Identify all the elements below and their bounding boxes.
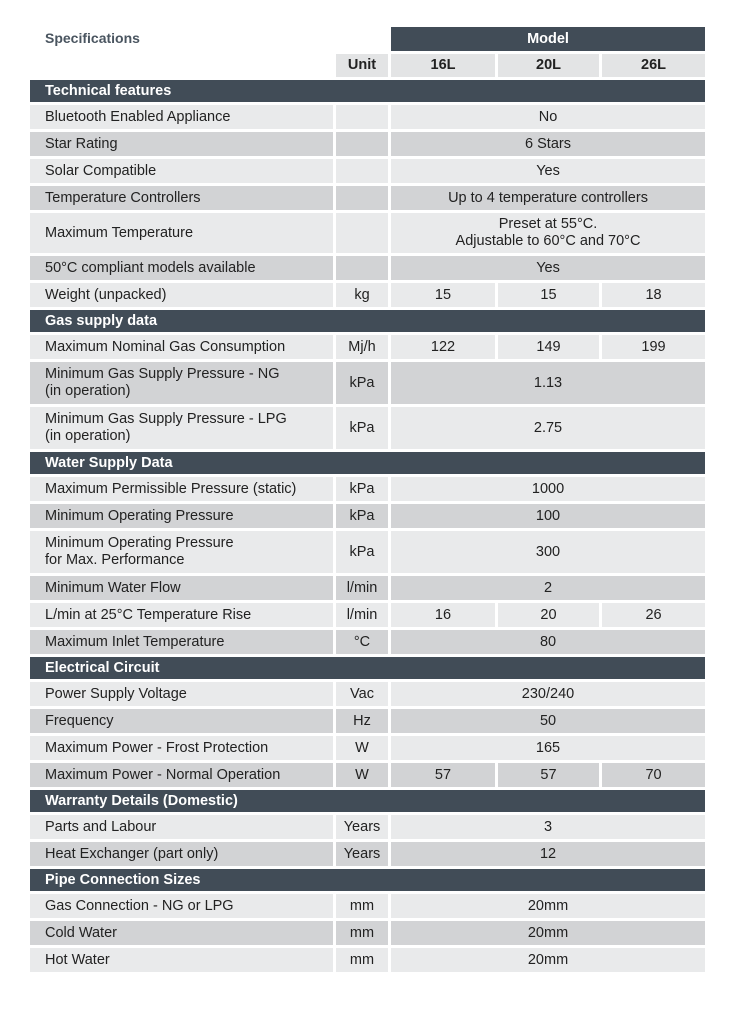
row-label: L/min at 25°C Temperature Rise [30,603,333,627]
row-label: Maximum Nominal Gas Consumption [30,335,333,359]
row-unit [333,105,391,129]
row-label: Star Rating [30,132,333,156]
row-unit: kPa [333,477,391,501]
row-value: Yes [391,256,705,280]
row-label: Power Supply Voltage [30,682,333,706]
section-header-pipe-connection-sizes [30,869,705,891]
row-unit: mm [333,948,391,972]
section-header-water-supply-data [30,452,705,474]
row-label: Maximum Inlet Temperature [30,630,333,654]
table-row [30,603,705,627]
row-value: 165 [391,736,705,760]
row-label: Frequency [30,709,333,733]
row-value: No [391,105,705,129]
table-row [30,842,705,866]
row-unit: kPa [333,407,391,449]
model-20l-header: 20L [495,54,599,77]
row-label: Hot Water [30,948,333,972]
row-unit: Years [333,842,391,866]
row-unit: kg [333,283,391,307]
section-title: Technical features [30,80,705,102]
row-unit: °C [333,630,391,654]
row-label: Minimum Operating Pressure for Max. Performance [30,531,333,573]
row-label: Minimum Water Flow [30,576,333,600]
section-header-gas-supply-data [30,310,705,332]
row-unit [333,213,391,253]
row-label: Temperature Controllers [30,186,333,210]
table-row [30,159,705,183]
row-unit: W [333,736,391,760]
table-row [30,407,705,449]
row-value: 230/240 [391,682,705,706]
row-unit: mm [333,894,391,918]
column-header-row [30,54,705,77]
row-label: 50°C compliant models available [30,256,333,280]
row-unit: Years [333,815,391,839]
row-value: 1.13 [391,362,705,404]
row-value-16l: 15 [391,283,495,307]
row-unit: mm [333,921,391,945]
row-unit [333,256,391,280]
model-16l-header: 16L [391,54,495,77]
page-title: Specifications [45,30,140,46]
model-26l-header: 26L [599,54,705,77]
row-value: 3 [391,815,705,839]
section-title: Pipe Connection Sizes [30,869,705,891]
row-unit: kPa [333,362,391,404]
row-value-26l: 26 [599,603,705,627]
table-row [30,736,705,760]
table-row [30,763,705,787]
row-value: 12 [391,842,705,866]
row-value: 20mm [391,921,705,945]
row-value: 6 Stars [391,132,705,156]
table-row [30,504,705,528]
row-value-16l: 16 [391,603,495,627]
row-value: 1000 [391,477,705,501]
table-row [30,105,705,129]
row-value: 2 [391,576,705,600]
table-row [30,132,705,156]
row-label: Heat Exchanger (part only) [30,842,333,866]
row-value-26l: 199 [599,335,705,359]
row-value: 300 [391,531,705,573]
section-title: Electrical Circuit [30,657,705,679]
row-unit [333,186,391,210]
row-label: Minimum Gas Supply Pressure - NG (in operation) [30,362,333,404]
table-row [30,894,705,918]
row-label: Weight (unpacked) [30,283,333,307]
table-row [30,186,705,210]
section-title: Water Supply Data [30,452,705,474]
section-title: Warranty Details (Domestic) [30,790,705,812]
table-row [30,256,705,280]
table-row [30,335,705,359]
row-unit: l/min [333,603,391,627]
row-value: 20mm [391,948,705,972]
row-unit: Hz [333,709,391,733]
specifications-table [30,24,705,975]
table-row [30,531,705,573]
row-value-16l: 57 [391,763,495,787]
row-label: Bluetooth Enabled Appliance [30,105,333,129]
row-unit [333,132,391,156]
table-row [30,283,705,307]
table-row [30,213,705,253]
row-value: Preset at 55°C. Adjustable to 60°C and 70°C [391,213,705,253]
row-value: Up to 4 temperature controllers [391,186,705,210]
table-row [30,815,705,839]
table-row [30,682,705,706]
row-value-20l: 15 [495,283,599,307]
table-row [30,921,705,945]
table-row [30,576,705,600]
row-label: Solar Compatible [30,159,333,183]
table-row [30,477,705,501]
row-value-20l: 57 [495,763,599,787]
row-unit: kPa [333,531,391,573]
row-unit: Vac [333,682,391,706]
row-unit: kPa [333,504,391,528]
model-header: Model [391,27,705,51]
row-label: Minimum Operating Pressure [30,504,333,528]
table-row [30,948,705,972]
row-value: 2.75 [391,407,705,449]
row-label: Maximum Power - Frost Protection [30,736,333,760]
row-label: Minimum Gas Supply Pressure - LPG (in operation) [30,407,333,449]
section-title: Gas supply data [30,310,705,332]
row-value-26l: 70 [599,763,705,787]
section-header-technical-features [30,80,705,102]
row-unit [333,159,391,183]
row-unit: l/min [333,576,391,600]
row-value: 80 [391,630,705,654]
row-value-26l: 18 [599,283,705,307]
row-value: 50 [391,709,705,733]
row-value-16l: 122 [391,335,495,359]
row-label: Maximum Power - Normal Operation [30,763,333,787]
row-value: 100 [391,504,705,528]
unit-header: Unit [333,54,391,77]
row-label: Cold Water [30,921,333,945]
row-unit: W [333,763,391,787]
row-label: Parts and Labour [30,815,333,839]
table-row [30,362,705,404]
row-unit: Mj/h [333,335,391,359]
row-label: Maximum Permissible Pressure (static) [30,477,333,501]
row-value-20l: 20 [495,603,599,627]
row-value-20l: 149 [495,335,599,359]
section-header-electrical-circuit [30,657,705,679]
row-value: 20mm [391,894,705,918]
row-label: Gas Connection - NG or LPG [30,894,333,918]
section-header-warranty-details-domestic [30,790,705,812]
table-row [30,709,705,733]
row-label: Maximum Temperature [30,213,333,253]
table-row [30,630,705,654]
row-value: Yes [391,159,705,183]
